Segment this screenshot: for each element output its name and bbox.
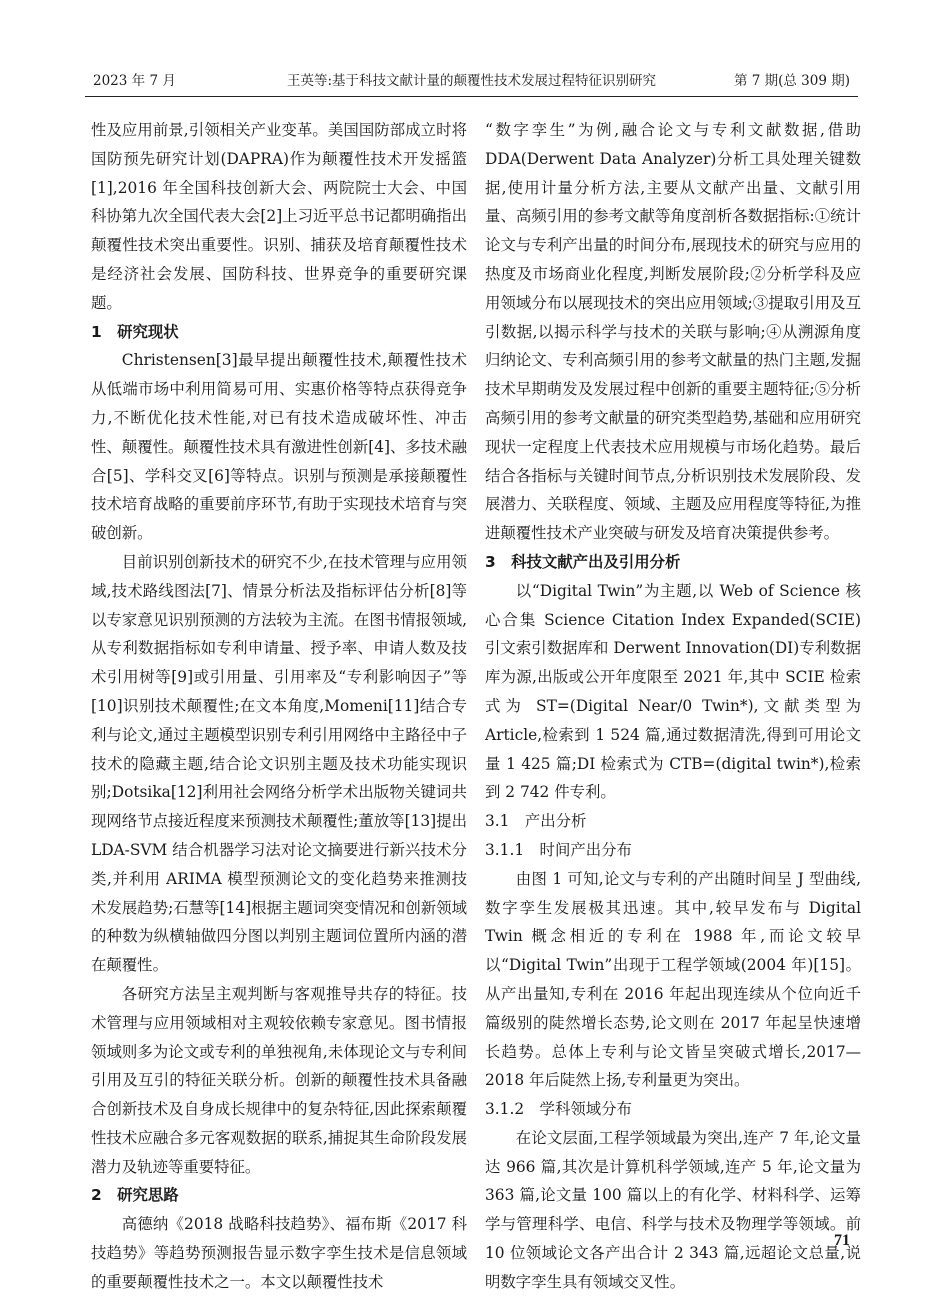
paragraph: 以“Digital Twin”为主题,以 Web of Science 核心合集 Science Citation Index Expanded(SCIE)引文索引数据库和 Derwent Innovation(DI)专利数据库为源,出版或公开年度限至 2021 年,其中 SCIE 检索式为 ST=(Digital Near/0 Twin*),文献类型为 Article,检索到 1 524 篇,通过数据清洗,得到可用论文量 1 425 篇;DI 检索式为 CTB=(digital twin*),检索到 2 742 件专利。 bbox=[485, 581, 861, 802]
paragraph: 高德纳《2018 战略科技趋势》、福布斯《2017 科技趋势》等趋势预测报告显示数字孪生技术是信息领域的重要颠覆性技术之一。本文以颠覆性技术 bbox=[91, 1215, 467, 1291]
paragraph: “数字孪生”为例,融合论文与专利文献数据,借助 DDA(Derwent Data Analyzer)分析工具处理关键数据,使用计量分析方法,主要从文献产出量、文献引用量、高频引用的参考文献等角度剖析各数据指标:①统计论文与专利产出量的时间分布,展现技术的研究与应用的热度及市场商业化程度,判断发展阶段;②分析学科及应用领域分布以展现技术的突出应用领域;③提取引用及互引数据,以揭示科学与技术的关联与影响;④从溯源角度归纳论文、专利高频引用的参考文献量的热门主题,发掘技术早期萌发及发展过程中创新的重要主题特征;⑤分析高频引用的参考文献量的研究类型趋势,基础和应用研究现状一定程度上代表技术应用规模与市场化趋势。最后结合各指标与关键时间节点,分析识别技术发展阶段、发展潜力、关联程度、领域、主题及应用程度等特征,为推进颠覆性技术产业突破与研发及培育决策提供参考。 bbox=[485, 121, 861, 543]
section-heading: 1 研究现状 bbox=[91, 322, 179, 341]
running-header bbox=[85, 66, 858, 97]
paragraph: 性及应用前景,引领相关产业变革。美国国防部成立时将国防预先研究计划(DAPRA)作为颠覆性技术开发摇篮[1],2016 年全国科技创新大会、两院院士大会、中国科协第九次全国代表大会[2]上习近平总书记都明确指出颠覆性技术突出重要性。识别、捕获及培育颠覆性技术是经济社会发展、国防科技、世界竞争的重要研究课题。 bbox=[91, 121, 467, 312]
page-number: 71 bbox=[834, 1232, 850, 1249]
left-column bbox=[91, 116, 467, 1297]
paragraph: 在论文层面,工程学领域最为突出,连产 7 年,论文量达 966 篇,其次是计算机科学领域,连产 5 年,论文量为 363 篇,论文量 100 篇以上的有化学、材料科学、运筹学与管理科学、电信、科学与技术及物理学等领域。前 10 位领域论文各产出合计 2 343 篇,远超论文总量,说明数字孪生具有领域交叉性。 bbox=[485, 1128, 861, 1291]
subsubsection-heading: 3.1.1 时间产出分布 bbox=[485, 840, 632, 859]
header-issue: 第 7 期(总 309 期) bbox=[733, 73, 850, 89]
right-column bbox=[485, 116, 861, 1297]
section-heading: 3 科技文献产出及引用分析 bbox=[485, 552, 681, 571]
header-title: 王英等:基于科技文献计量的颠覆性技术发展过程特征识别研究 bbox=[286, 73, 657, 89]
paragraph: Christensen[3]最早提出颠覆性技术,颠覆性技术从低端市场中利用简易可用、实惠价格等特点获得竞争力,不断优化技术性能,对已有技术造成破坏性、冲击性、颠覆性。颠覆性技术具有激进性创新[4]、多技术融合[5]、学科交叉[6]等特点。识别与预测是承接颠覆性技术培育战略的重要前序环节,有助于实现技术培育与突破创新。 bbox=[91, 351, 467, 543]
paragraph: 各研究方法呈主观判断与客观推导共存的特征。技术管理与应用领域相对主观较依赖专家意见。图书情报领域则多为论文或专利的单独视角,未体现论文与专利间引用及互引的特征关联分析。创新的颠覆性技术具备融合创新技术及自身成长规律中的复杂特征,因此探索颠覆性技术应融合多元客观数据的联系,捕捉其生命阶段发展潜力及轨迹等重要特征。 bbox=[91, 984, 467, 1176]
paragraph: 由图 1 可知,论文与专利的产出随时间呈 J 型曲线,数字孪生发展极其迅速。其中,较早发布与 Digital Twin 概念相近的专利在 1988 年,而论文较早以“Digital Twin”出现于工程学领域(2004 年)[15]。从产出量知,专利在 2016 年起出现连续从个位向近千篇级别的陡然增长态势,论文则在 2017 年起呈快速增长趋势。总体上专利与论文皆呈突破式增长,2017—2018 年后陡然上扬,专利量更为突出。 bbox=[485, 869, 861, 1090]
paragraph: 目前识别创新技术的研究不少,在技术管理与应用领域,技术路线图法[7]、情景分析法及指标评估分析[8]等以专家意见识别预测的方法较为主流。在图书情报领域,从专利数据指标如专利申请量、授予率、申请人数及技术引用树等[9]或引用量、引用率及“专利影响因子”等[10]识别技术颠覆性;在文本角度,Momeni[11]结合专利与论文,通过主题模型识别专利引用网络中主路径中子技术的隐藏主题,结合论文识别主题及技术功能实现识别;Dotsika[12]利用社会网络分析学术出版物关键词共现网络节点接近程度来预测技术颠覆性;董放等[13]提出 LDA-SVM 结合机器学习法对论文摘要进行新兴技术分类,并利用 ARIMA 模型预测论文的变化趋势来推测技术发展趋势;石慧等[14]根据主题词突变情况和创新领域的种数为纵横轴做四分图以判别主题词位置所内涵的潜在颠覆性。 bbox=[91, 552, 467, 975]
header-date: 2023 年 7 月 bbox=[93, 73, 176, 89]
subsection-heading: 3.1 产出分析 bbox=[485, 812, 587, 831]
section-heading: 2 研究思路 bbox=[91, 1186, 179, 1205]
subsubsection-heading: 3.1.2 学科领域分布 bbox=[485, 1100, 632, 1119]
